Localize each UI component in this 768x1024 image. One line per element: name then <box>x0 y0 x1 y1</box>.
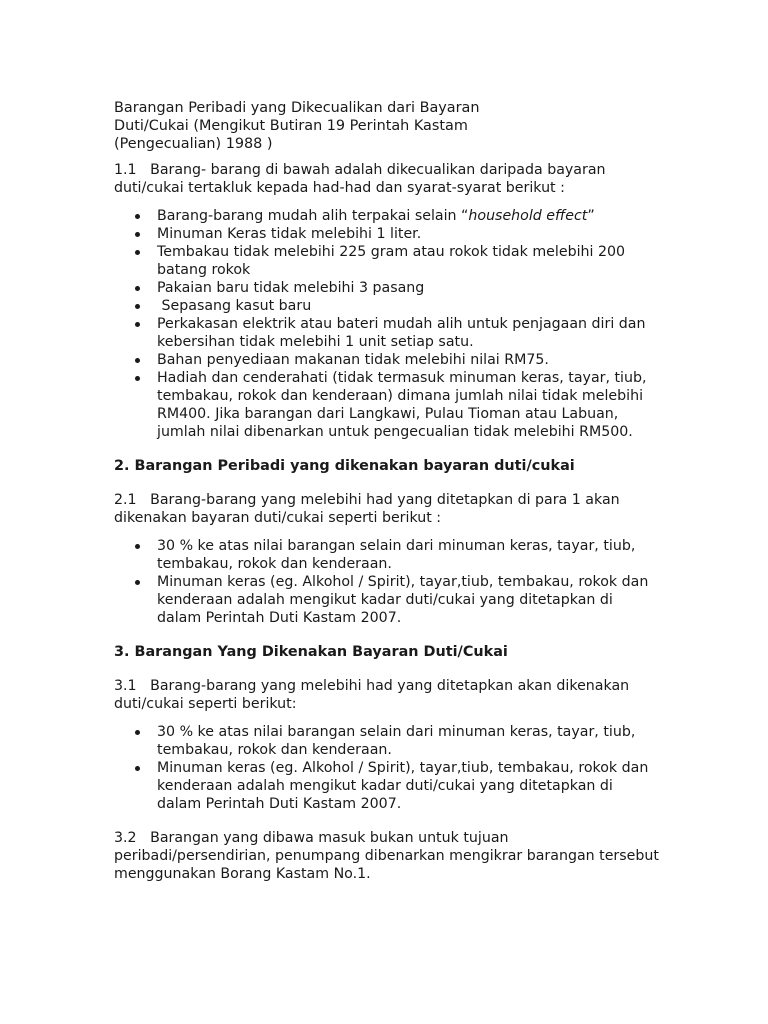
paragraph-1-1: 1.1 Barang- barang di bawah adalah dikecualikan daripada bayaran duti/cukai tertakluk kepada had-had dan syarat-syarat berikut : <box>114 162 611 196</box>
list-item: 30 % ke atas nilai barangan selain dari minuman keras, tayar, tiub, tembakau, rokok dan kenderaan. <box>157 723 660 759</box>
document-page <box>114 99 664 883</box>
list-item-text: ” <box>587 208 595 224</box>
spacer <box>114 527 660 537</box>
section-2-heading: 2. Barangan Peribadi yang dikenakan bayaran duti/cukai <box>114 458 575 474</box>
list-item: Pakaian baru tidak melebihi 3 pasang <box>157 279 660 297</box>
spacer <box>114 813 660 829</box>
paragraph-3-2: 3.2 Barangan yang dibawa masuk bukan untuk tujuan peribadi/persendirian, penumpang dibenarkan mengikrar barangan tersebut menggunakan Borang Kastam No.1. <box>114 830 664 882</box>
list-item: Hadiah dan cenderahati (tidak termasuk minuman keras, tayar, tiub, tembakau, rokok dan kenderaan) dimana jumlah nilai tidak melebihi RM400. Jika barangan dari Langkawi, Pulau Tioman atau Labuan, jumlah nilai dibenarkan untuk pengecualian tidak melebihi RM500. <box>157 369 660 441</box>
list-item: Tembakau tidak melebihi 225 gram atau rokok tidak melebihi 200 batang rokok <box>157 243 660 279</box>
spacer <box>114 661 660 677</box>
list-item <box>157 207 660 225</box>
dutiable-goods-list-2 <box>114 723 660 813</box>
list-item: 30 % ke atas nilai barangan selain dari minuman keras, tayar, tiub, tembakau, rokok dan kenderaan. <box>157 537 660 573</box>
list-item: Minuman Keras tidak melebihi 1 liter. <box>157 225 660 243</box>
section-3-heading: 3. Barangan Yang Dikenakan Bayaran Duti/Cukai <box>114 644 508 660</box>
list-item: Sepasang kasut baru <box>157 297 660 315</box>
list-item: Minuman keras (eg. Alkohol / Spirit), tayar,tiub, tembakau, rokok dan kenderaan adalah mengikut kadar duti/cukai yang ditetapkan di dalam Perintah Duti Kastam 2007. <box>157 573 660 627</box>
exempt-goods-list <box>114 207 660 441</box>
spacer <box>114 713 660 723</box>
paragraph-2-1: 2.1 Barang-barang yang melebihi had yang ditetapkan di para 1 akan dikenakan bayaran duti/cukai seperti berikut : <box>114 492 625 526</box>
spacer <box>114 441 660 457</box>
document-title: Barangan Peribadi yang Dikecualikan dari Bayaran Duti/Cukai (Mengikut Butiran 19 Perintah Kastam (Pengecualian) 1988 ) <box>114 100 480 152</box>
dutiable-goods-list <box>114 537 660 627</box>
list-item: Minuman keras (eg. Alkohol / Spirit), tayar,tiub, tembakau, rokok dan kenderaan adalah mengikut kadar duti/cukai yang ditetapkan di dalam Perintah Duti Kastam 2007. <box>157 759 660 813</box>
spacer <box>114 627 660 643</box>
list-item-text: Barang-barang mudah alih terpakai selain “ <box>157 208 469 224</box>
list-item: Bahan penyediaan makanan tidak melebihi nilai RM75. <box>157 351 660 369</box>
list-item: Perkakasan elektrik atau bateri mudah alih untuk penjagaan diri dan kebersihan tidak melebihi 1 unit setiap satu. <box>157 315 660 351</box>
spacer <box>114 475 660 491</box>
spacer <box>114 197 660 207</box>
paragraph-3-1: 3.1 Barang-barang yang melebihi had yang ditetapkan akan dikenakan duti/cukai seperti berikut: <box>114 678 634 712</box>
list-item-italic-text: household effect <box>468 208 588 224</box>
